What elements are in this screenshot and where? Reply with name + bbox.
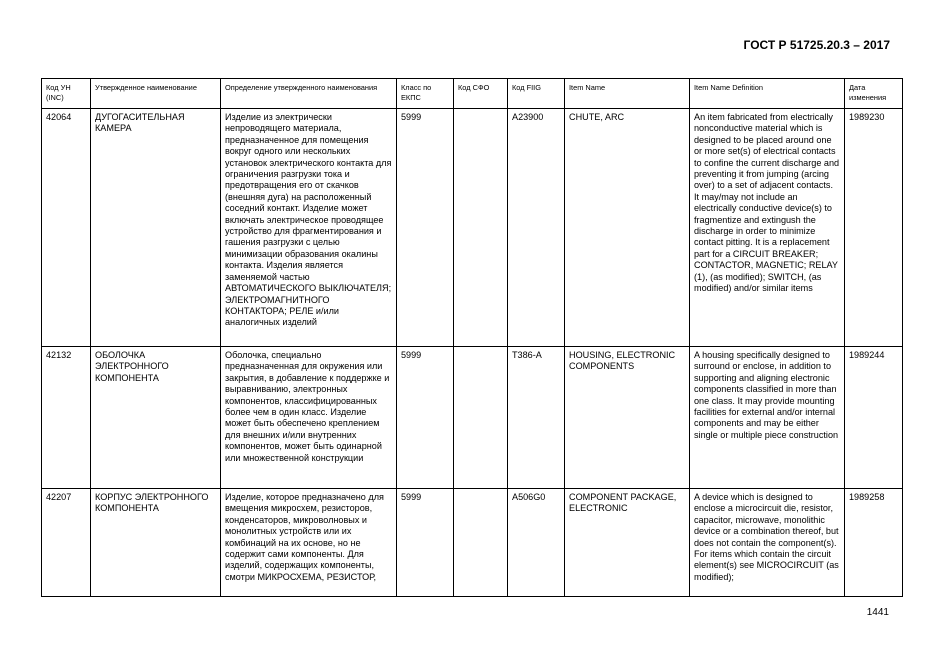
table-row <box>42 347 903 489</box>
cell-sfo <box>454 109 508 347</box>
header-ekps: Класс по ЕКПС <box>397 79 454 109</box>
cell-item-name: CHUTE, ARC <box>565 109 690 347</box>
header-item-definition: Item Name Definition <box>690 79 845 109</box>
cell-item-definition: An item fabricated from electrically nonconductive material which is designed to be placed around one or more set(s) of electrical contacts to confine the current discharge and preventing it from jumping (arcing over) to a set of adjacent contacts. It may/may not include an electrically conductive device(s) to fragmentize and extingush the discharge in order to minimize contact pitting. It is a replacement part for a CIRCUIT BREAKER; CONTACTOR, MAGNETIC; RELAY (1), (as modified); SWITCH, (as modified) and/or similar items <box>690 109 845 347</box>
items-table <box>41 78 903 597</box>
header-date: Дата изменения <box>845 79 903 109</box>
cell-fiig: T386-A <box>508 347 565 489</box>
cell-item-definition: A housing specifically designed to surround or enclose, in addition to supporting and aligning electronic components classified in more than one class. It may provide mounting facilities for external and/or internal components and may be either single or multiple piece construction <box>690 347 845 489</box>
header-fiig: Код FIIG <box>508 79 565 109</box>
cell-item-definition: A device which is designed to enclose a microcircuit die, resistor, capacitor, microwave, monolithic device or a combination thereof, but does not contain the component(s). For items which contain the circuit element(s) see MICROCIRCUIT (as modified); <box>690 489 845 597</box>
header-inc: Код УН (INC) <box>42 79 91 109</box>
cell-ekps: 5999 <box>397 109 454 347</box>
cell-definition: Оболочка, специально предназначенная для окружения или закрытия, в добавление к поддержке и выравниванию, электронных компонентов, классифицированных более чем в один класс. Изделие может быть обеспечено креплением для внешних и/или внутренних компонентов, может быть одинарной или множественной конструкции <box>221 347 397 489</box>
header-approved-name: Утвержденное наименование <box>91 79 221 109</box>
table-header-row <box>42 79 903 109</box>
cell-date: 1989230 <box>845 109 903 347</box>
cell-fiig: A506G0 <box>508 489 565 597</box>
header-definition: Определение утвержденного наименования <box>221 79 397 109</box>
cell-date: 1989244 <box>845 347 903 489</box>
cell-approved-name: КОРПУС ЭЛЕКТРОННОГО КОМПОНЕНТА <box>91 489 221 597</box>
cell-ekps: 5999 <box>397 347 454 489</box>
cell-ekps: 5999 <box>397 489 454 597</box>
cell-fiig: A23900 <box>508 109 565 347</box>
cell-sfo <box>454 489 508 597</box>
cell-inc: 42207 <box>42 489 91 597</box>
cell-definition: Изделие, которое предназначено для вмещения микросхем, резисторов, конденсаторов, микроволновых и монолитных устройств или их комбинаций на их основе, но не содержит сами компоненты. Для изделий, содержащих компоненты, смотри МИКРОСХЕМА, РЕЗИСТОР, <box>221 489 397 597</box>
cell-sfo <box>454 347 508 489</box>
cell-approved-name: ОБОЛОЧКА ЭЛЕКТРОННОГО КОМПОНЕНТА <box>91 347 221 489</box>
table-row <box>42 489 903 597</box>
cell-definition: Изделие из электрически непроводящего материала, предназначенное для помещения вокруг одного или нескольких установок электрического контакта для ограничения разгрузки тока и предотвращения его от скачков (внешняя дуга) на расположенный соседний контакт. Изделие может включать электрическое проводящее устройство для фрагментирования и гашения разгрузки с целью минимизации образования окалины контакта. Изделия является заменяемой частью АВТОМАТИЧЕСКОГО ВЫКЛЮЧАТЕЛЯ; ЭЛЕКТРОМАГНИТНОГО КОНТАКТОРА; РЕЛЕ и/или аналогичных изделий <box>221 109 397 347</box>
cell-approved-name: ДУГОГАСИТЕЛЬНАЯ КАМЕРА <box>91 109 221 347</box>
header-item-name: Item Name <box>565 79 690 109</box>
standard-number: ГОСТ Р 51725.20.3 – 2017 <box>743 38 890 52</box>
cell-inc: 42132 <box>42 347 91 489</box>
cell-item-name: HOUSING, ELECTRONIC COMPONENTS <box>565 347 690 489</box>
cell-item-name: COMPONENT PACKAGE, ELECTRONIC <box>565 489 690 597</box>
cell-inc: 42064 <box>42 109 91 347</box>
table-row <box>42 109 903 347</box>
page-number: 1441 <box>866 607 889 618</box>
header-sfo: Код СФО <box>454 79 508 109</box>
cell-date: 1989258 <box>845 489 903 597</box>
